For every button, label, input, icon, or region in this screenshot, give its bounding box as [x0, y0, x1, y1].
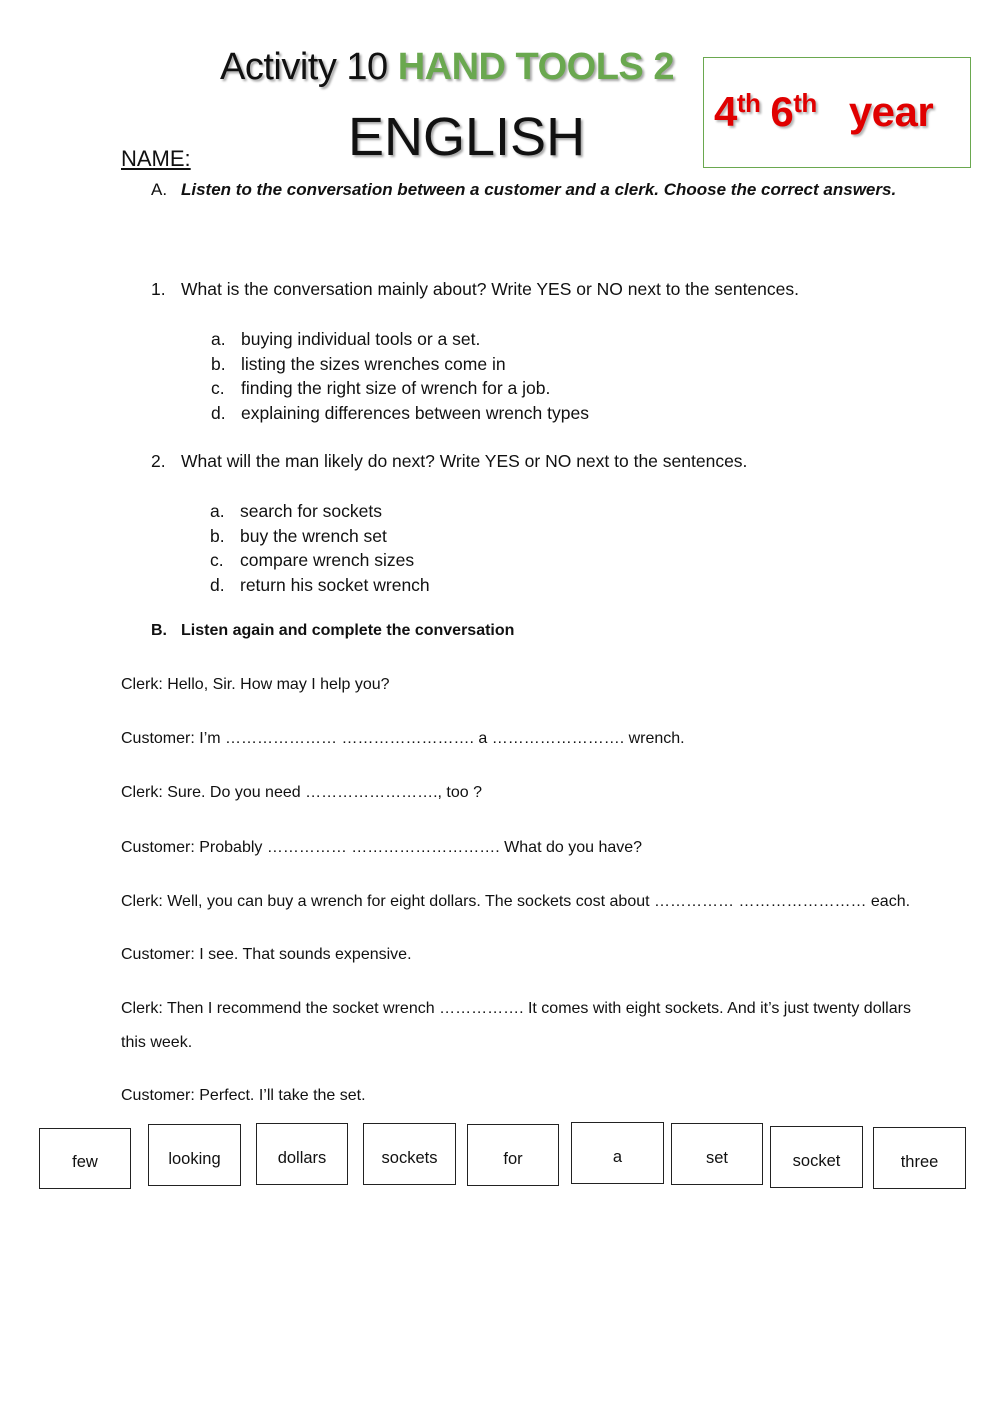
- name-label: NAME:: [121, 146, 191, 171]
- word-bank-item[interactable]: socket: [770, 1126, 863, 1188]
- option-text: explaining differences between wrench types: [241, 402, 589, 423]
- option-2d: [210, 573, 430, 598]
- section-a-text: Listen to the conversation between a customer and a clerk. Choose the correct answers.: [181, 180, 897, 199]
- year-a: 4: [714, 88, 737, 135]
- title-highlight: HAND TOOLS 2: [397, 46, 674, 88]
- dialogue-line: Customer: Perfect. I’ll take the set.: [121, 1087, 366, 1104]
- word-bank-item[interactable]: sockets: [363, 1123, 456, 1185]
- dialogue-line: Customer: I see. That sounds expensive.: [121, 946, 412, 963]
- year-b: 6: [770, 88, 794, 135]
- question-text: What will the man likely do next? Write YES or NO next to the sentences.: [181, 451, 748, 471]
- dialogue-line: Clerk: Sure. Do you need ……………………., too ?: [121, 784, 483, 801]
- question-text: What is the conversation mainly about? Write YES or NO next to the sentences.: [181, 279, 799, 299]
- option-text: return his socket wrench: [240, 574, 430, 595]
- word-bank-item[interactable]: set: [671, 1123, 763, 1185]
- question-1: [151, 279, 799, 300]
- option-1d: [211, 401, 589, 426]
- subject-heading: ENGLISH: [348, 107, 586, 167]
- option-letter: a.: [210, 501, 225, 521]
- section-a-instruction: [151, 180, 896, 200]
- word-bank-item[interactable]: three: [873, 1127, 966, 1189]
- option-letter: d.: [211, 402, 226, 423]
- section-b-text: Listen again and complete the conversation: [181, 622, 515, 639]
- question-number: 2.: [151, 451, 166, 471]
- question-1-options: [211, 327, 589, 425]
- title-prefix: Activity 10: [220, 46, 398, 88]
- section-b-instruction: [151, 622, 514, 640]
- word-bank-item[interactable]: a: [571, 1122, 664, 1184]
- option-letter: a.: [211, 329, 226, 349]
- option-text: search for sockets: [240, 501, 382, 521]
- question-2: [151, 451, 747, 472]
- option-letter: c.: [210, 550, 224, 570]
- section-b-label: B.: [151, 622, 167, 639]
- section-a-label: A.: [151, 180, 168, 199]
- activity-title: [220, 46, 674, 89]
- option-1b: [211, 352, 589, 377]
- word-bank-item[interactable]: dollars: [256, 1123, 348, 1185]
- option-letter: d.: [210, 574, 225, 595]
- dialogue-line: Clerk: Well, you can buy a wrench for eight dollars. The sockets cost about …………… …………………… each.: [121, 893, 911, 910]
- option-text: buy the wrench set: [240, 525, 387, 546]
- dialogue-line: Customer: I’m ………………… ……………………. a ……………………. wrench.: [121, 730, 685, 747]
- option-text: buying individual tools or a set.: [241, 329, 481, 349]
- dialogue-line: Clerk: Then I recommend the socket wrench ……………. It comes with eight sockets. And it’s just twenty dollars this week.: [121, 1000, 911, 1051]
- word-bank-item[interactable]: few: [39, 1128, 131, 1189]
- option-letter: b.: [210, 525, 225, 546]
- option-text: listing the sizes wrenches come in: [241, 353, 506, 374]
- question-2-options: [210, 499, 430, 597]
- option-1a: [211, 327, 589, 352]
- year-word: year: [848, 88, 934, 135]
- dialogue-line: Clerk: Hello, Sir. How may I help you?: [121, 676, 390, 693]
- option-1c: [211, 376, 589, 401]
- word-bank-item[interactable]: looking: [148, 1124, 241, 1186]
- year-a-suffix: th: [736, 88, 761, 118]
- option-letter: c.: [211, 378, 225, 398]
- option-text: finding the right size of wrench for a job.: [241, 378, 551, 398]
- option-letter: b.: [211, 353, 226, 374]
- option-2c: [210, 548, 430, 573]
- year-text: [714, 88, 933, 136]
- option-2a: [210, 499, 430, 524]
- question-number: 1.: [151, 279, 166, 299]
- option-text: compare wrench sizes: [240, 550, 415, 570]
- year-box: [703, 57, 971, 168]
- year-b-suffix: th: [793, 88, 817, 118]
- option-2b: [210, 524, 430, 549]
- dialogue-line: Customer: Probably …………… ………………………. What do you have?: [121, 839, 643, 856]
- word-bank-item[interactable]: for: [467, 1124, 559, 1186]
